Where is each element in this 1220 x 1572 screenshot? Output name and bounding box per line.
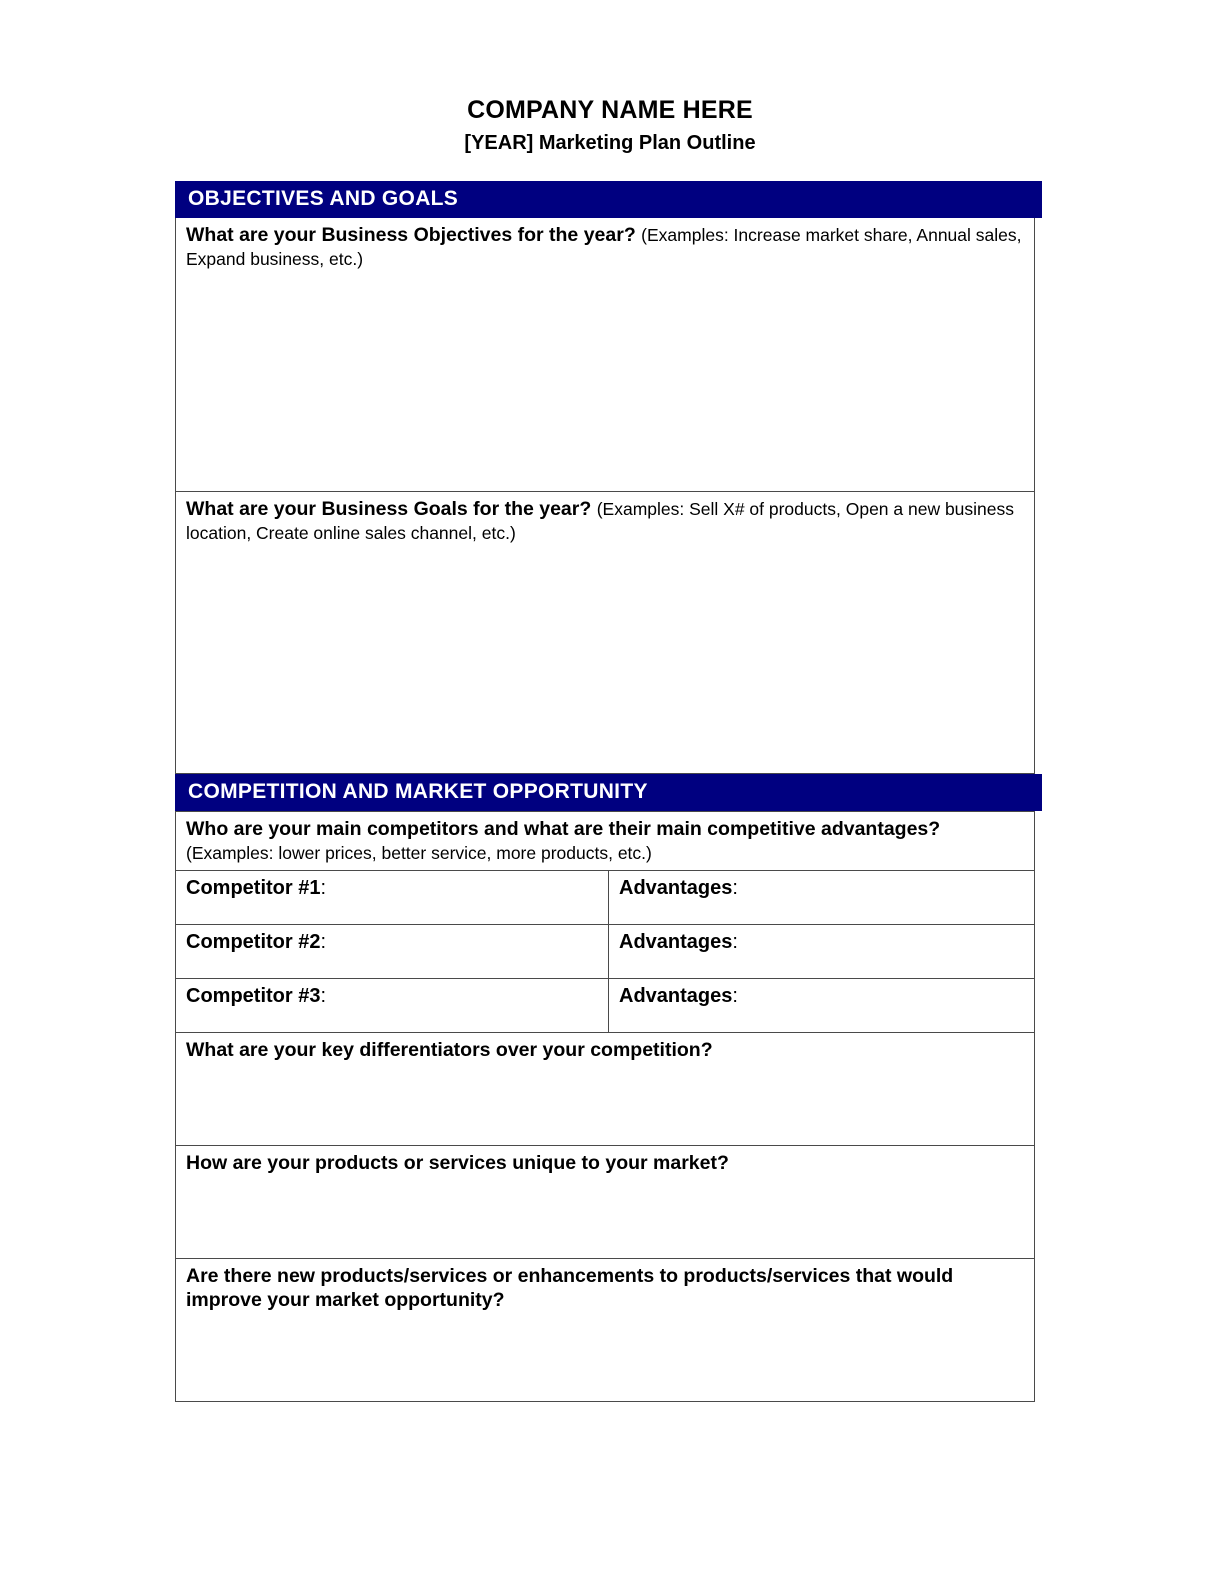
question-business-objectives-examples: (Examples: Increase market share, Annual sales, Expand business, etc.) bbox=[186, 224, 1022, 269]
section-header-competition-and-market-opportunity: COMPETITION AND MARKET OPPORTUNITY bbox=[175, 774, 1042, 811]
question-key-differentiators-text: What are your key differentiators over your competition? bbox=[186, 1038, 713, 1061]
advantages-1-label bbox=[619, 876, 1024, 900]
competitor-2-label-text: Competitor #2 bbox=[186, 930, 321, 953]
competitor-2-cell[interactable] bbox=[176, 925, 609, 978]
advantages-2-colon: : bbox=[732, 930, 738, 953]
page-title: COMPANY NAME HERE bbox=[467, 96, 753, 124]
question-new-products bbox=[186, 1265, 1024, 1313]
advantages-2-cell[interactable] bbox=[609, 925, 1034, 978]
advantages-1-cell[interactable] bbox=[609, 871, 1034, 924]
competitor-3-colon: : bbox=[320, 984, 327, 1007]
advantages-2-label bbox=[619, 930, 1024, 954]
field-business-goals[interactable] bbox=[176, 491, 1034, 773]
field-new-products[interactable] bbox=[176, 1258, 1034, 1401]
page-subtitle: [YEAR] Marketing Plan Outline bbox=[464, 131, 756, 154]
question-business-objectives-text: What are your Business Objectives for the year bbox=[186, 223, 624, 246]
field-main-competitors-question bbox=[176, 812, 1034, 870]
document-title-block bbox=[0, 0, 1220, 155]
advantages-3-label bbox=[619, 984, 1024, 1008]
competitor-1-label bbox=[186, 876, 598, 900]
field-key-differentiators[interactable] bbox=[176, 1032, 1034, 1145]
question-business-goals bbox=[186, 498, 1024, 546]
competitor-1-label-text: Competitor #1 bbox=[186, 876, 321, 899]
advantages-3-colon: : bbox=[732, 984, 738, 1007]
question-business-objectives-mark: ? bbox=[623, 223, 636, 246]
form-body bbox=[175, 181, 1042, 1402]
question-business-goals-examples: (Examples: Sell X# of products, Open a new business location, Create online sales channel, etc.) bbox=[186, 498, 1015, 543]
table-row bbox=[176, 924, 1034, 978]
competitor-2-colon: : bbox=[320, 930, 327, 953]
advantages-1-colon: : bbox=[732, 876, 738, 899]
competitor-3-label bbox=[186, 984, 598, 1008]
question-business-objectives bbox=[186, 224, 1024, 272]
question-products-unique-text: How are your products or services unique to your market? bbox=[186, 1151, 729, 1174]
table-row bbox=[176, 870, 1034, 924]
question-business-goals-text: What are your Business Goals for the year? bbox=[186, 497, 592, 520]
table-row bbox=[176, 978, 1034, 1032]
advantages-3-cell[interactable] bbox=[609, 979, 1034, 1032]
objectives-and-goals-rows bbox=[175, 218, 1035, 774]
question-key-differentiators bbox=[186, 1039, 1024, 1063]
question-products-unique bbox=[186, 1152, 1024, 1176]
question-main-competitors-text: Who are your main competitors and what are their main competitive advantages? bbox=[186, 817, 941, 840]
competition-rows bbox=[175, 811, 1035, 1402]
question-main-competitors-examples: (Examples: lower prices, better service, more products, etc.) bbox=[186, 842, 652, 863]
advantages-3-label-text: Advantages bbox=[619, 984, 733, 1007]
advantages-2-label-text: Advantages bbox=[619, 930, 733, 953]
field-business-objectives[interactable] bbox=[176, 218, 1034, 491]
field-products-unique[interactable] bbox=[176, 1145, 1034, 1258]
competitor-3-label-text: Competitor #3 bbox=[186, 984, 321, 1007]
competitor-1-colon: : bbox=[320, 876, 327, 899]
competitor-1-cell[interactable] bbox=[176, 871, 609, 924]
section-header-objectives-and-goals: OBJECTIVES AND GOALS bbox=[175, 181, 1042, 218]
question-new-products-text: Are there new products/services or enhancements to products/services that would improve your market opportunity? bbox=[186, 1264, 954, 1311]
competitor-3-cell[interactable] bbox=[176, 979, 609, 1032]
advantages-1-label-text: Advantages bbox=[619, 876, 733, 899]
question-main-competitors bbox=[186, 818, 1024, 866]
competitor-2-label bbox=[186, 930, 598, 954]
